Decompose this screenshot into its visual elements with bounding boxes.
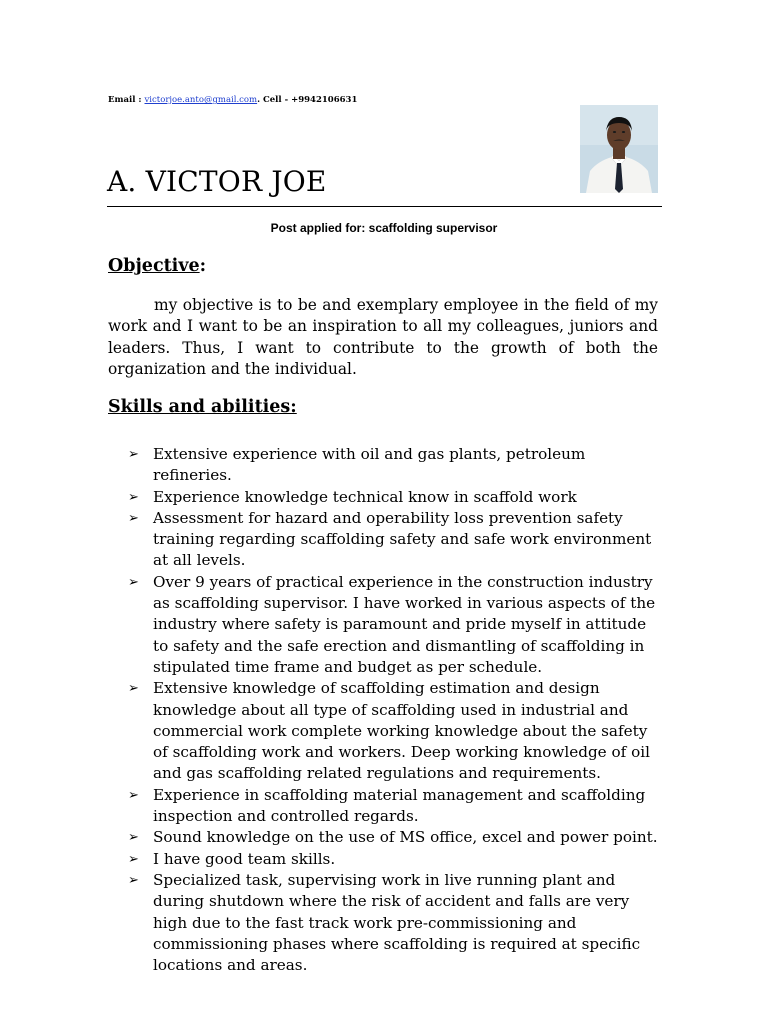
arrow-bullet-icon: ➢	[128, 447, 139, 462]
skill-text: Experience knowledge technical know in scaffold work	[153, 487, 577, 506]
arrow-bullet-icon: ➢	[128, 510, 139, 526]
skill-text: I have good team skills.	[153, 849, 336, 868]
post-applied: Post applied for: scaffolding supervisor	[270, 221, 498, 235]
skill-text: Extensive knowledge of scaffolding estimation and design knowledge about all type of scaffolding used in industrial and commercial work complete working knowledge about the safety of scaffolding work and workers. Deep working knowledge of oil and gas scaffolding related regulations and requirements.	[153, 679, 650, 783]
skills-heading-text: Skills and abilities:	[108, 397, 297, 417]
candidate-name: A. VICTOR JOE	[107, 165, 327, 198]
skill-text: Experience in scaffolding material management and scaffolding inspection and controlled regards.	[153, 785, 646, 826]
email-link[interactable]: victorjoe.anto@gmail.com	[144, 95, 258, 105]
profile-photo	[580, 105, 658, 193]
arrow-bullet-icon: ➢	[128, 574, 139, 590]
skill-text: Assessment for hazard and operability loss prevention safety training regarding scaffolding safety and safe work environment at all levels.	[153, 508, 652, 570]
skill-item	[128, 849, 660, 870]
skill-text: Over 9 years of practical experience in the construction industry as scaffolding supervisor. I have worked in various aspects of the industry where safety is paramount and pride myself in attitude to safety and the safe erection and dismantling of scaffolding in stipulated time frame and budget as per schedule.	[153, 572, 656, 676]
cell-number: . Cell - +9942106631	[257, 95, 358, 105]
arrow-bullet-icon: ➢	[128, 851, 139, 867]
skill-item	[128, 870, 660, 976]
email-label: Email :	[108, 95, 145, 105]
objective-heading	[108, 256, 206, 276]
arrow-bullet-icon: ➢	[128, 489, 139, 505]
skill-text: Specialized task, supervising work in live running plant and during shutdown where the risk of accident and falls are very high due to the fast track work pre-commissioning and commissioning phases where scaffolding is required at specific locations and areas.	[153, 870, 641, 975]
skill-item	[128, 572, 660, 678]
arrow-bullet-icon: ➢	[128, 830, 139, 846]
arrow-bullet-icon: ➢	[128, 681, 139, 697]
arrow-bullet-icon: ➢	[128, 872, 139, 888]
skill-item	[128, 827, 660, 848]
skill-text: Sound knowledge on the use of MS office, excel and power point.	[153, 828, 658, 847]
header-rule	[107, 206, 662, 207]
objective-heading-text: Objective	[108, 256, 200, 276]
skill-item	[128, 678, 660, 784]
arrow-bullet-icon: ➢	[128, 787, 139, 803]
objective-heading-colon: :	[199, 256, 207, 276]
skill-item	[128, 508, 660, 572]
skill-text: Extensive experience with oil and gas plants, petroleum refineries.	[153, 445, 586, 485]
skills-heading	[108, 397, 297, 417]
skill-item	[128, 785, 660, 828]
skill-item	[128, 444, 660, 487]
objective-text: my objective is to be and exemplary employee in the field of my work and I want to be an inspiration to all my colleagues, juniors and leaders. Thus, I want to contribute to the growth of both the organization and the individual.	[108, 296, 658, 378]
skills-list	[128, 444, 660, 976]
skill-item	[128, 487, 660, 508]
contact-line	[108, 95, 357, 105]
